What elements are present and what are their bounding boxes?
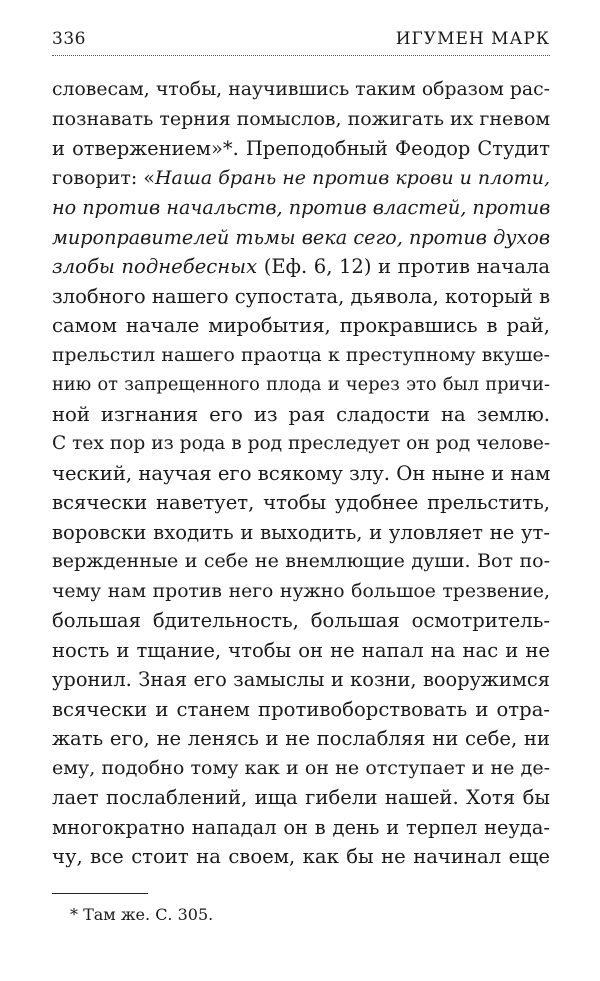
text-line: ему, подобно тому как и он не отступает и не де- — [52, 756, 550, 779]
text-line: ческий, научая его всякому злу. Он ныне и нам — [52, 461, 550, 485]
text-line: говорит: «Наша брань не против крови и плоти, — [52, 166, 550, 189]
text-line: самом начале миробытия, прокравшись в рай, — [52, 314, 550, 337]
text-line: всячески и станем противоборствовать и отра- — [52, 697, 550, 721]
header-rule — [52, 55, 550, 56]
text-line: вержденные и себе не внемлющие души. Вот по- — [52, 550, 550, 572]
footnote-rule — [52, 893, 148, 894]
text-line: но против начальств, против властей, против — [52, 196, 550, 219]
text-line: злобы поднебесных (Еф. 6, 12) и против начала — [52, 255, 550, 278]
text-line: ной изгнания его из рая сладости на землю. — [52, 402, 550, 426]
text-line: жать его, не ленясь и не послабляя ни себе, ни — [52, 727, 550, 750]
text-line: лает послаблений, ища гибели нашей. Хотя бы — [52, 786, 550, 809]
text-line: прельстил нашего праотца к преступному вкуше- — [52, 344, 550, 366]
text-line: большая бдительность, большая осмотритель- — [52, 609, 550, 632]
text-line: ность и тщание, чтобы он не напал на нас и не — [52, 638, 550, 662]
text-line: злобного нашего супостата, дьявола, который в — [52, 284, 550, 308]
text-line: нию от запрещенного плода и через это был причи- — [52, 374, 550, 395]
text-line: познавать терния помыслов, пожигать их гневом — [52, 107, 550, 130]
scripture-quote: Наша брань не против крови и плоти, — [154, 166, 550, 189]
text-line: воровски входить и выходить, и уловляет не ут- — [52, 520, 550, 544]
text-line: чему нам против него нужно большое трезвение, — [52, 580, 550, 602]
text-line: и отвержением»*. Преподобный Феодор Студит — [52, 137, 550, 160]
text-line: многократно нападал он в день и терпел неуда- — [52, 815, 550, 839]
text-line: мироправителей тьмы века сего, против духов — [52, 225, 550, 249]
text-line: всячески наветует, чтобы удобнее прельстить, — [52, 491, 550, 514]
text-line: чу, все стоит на своем, как бы не начинал еще — [52, 845, 550, 868]
text-line: С тех пор из рода в род преследует он род челове- — [52, 433, 550, 454]
footnote: * Там же. С. 305. — [70, 905, 214, 924]
running-title: ИГУМЕН МАРК — [395, 29, 550, 49]
running-header — [52, 27, 550, 53]
body-text — [52, 75, 550, 872]
text-line: уронил. Зная его замыслы и козни, вооружимся — [52, 668, 550, 691]
text-line: словесам, чтобы, научившись таким образом рас- — [52, 79, 550, 100]
scripture-quote: злобы поднебесных — [52, 255, 258, 278]
page-number: 336 — [52, 29, 86, 49]
